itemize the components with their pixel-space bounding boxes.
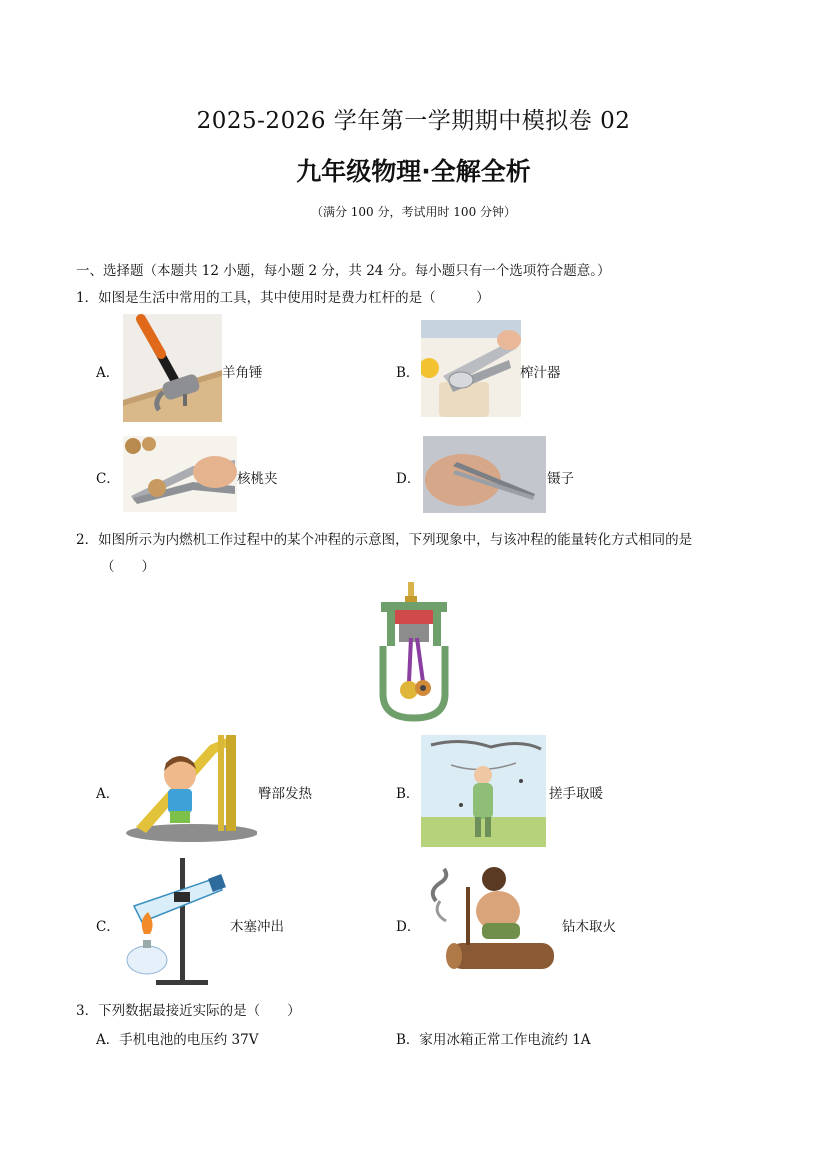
exam-note: （满分 100 分，考试用时 100 分钟）	[310, 205, 517, 219]
q1-option-d-label: 镊子	[547, 471, 574, 487]
q2-paren: （ ）	[101, 559, 155, 575]
rubbing-hands-image	[421, 735, 546, 847]
q1-option-c-label: 核桃夹	[237, 471, 278, 487]
q2-option-c-letter: C．	[96, 919, 120, 935]
q2-option-c-label: 木塞冲出	[230, 919, 284, 935]
q3-stem: 3．下列数据最接近实际的是（ ）	[76, 1003, 301, 1019]
exam-title: 2025-2026 学年第一学期期中模拟卷 02	[196, 108, 631, 134]
q3-option-a	[96, 1028, 258, 1048]
q2-stem: 2．如图所示为内燃机工作过程中的某个冲程的示意图，下列现象中，与该冲程的能量转化方式相同的是	[76, 532, 693, 548]
q2-option-a-label: 臀部发热	[258, 786, 312, 802]
q3-option-a-label: 手机电池的电压约 37V	[119, 1032, 259, 1048]
test-tube-image	[120, 856, 230, 986]
engine-stroke-diagram	[375, 582, 453, 722]
section-heading: 一、选择题（本题共 12 小题，每小题 2 分，共 24 分。每小题只有一个选项符合题意。）	[76, 263, 611, 279]
hammer-image	[123, 314, 222, 422]
juicer-image	[421, 320, 521, 417]
q1-option-d-letter: D．	[396, 471, 421, 487]
q1-option-a-letter: A．	[96, 365, 120, 381]
q2-option-d-letter: D．	[396, 919, 421, 935]
slide-image	[122, 735, 257, 843]
nutcracker-image	[123, 436, 237, 512]
q1-option-a-label: 羊角锤	[222, 365, 263, 381]
q2-option-b-letter: B．	[396, 786, 420, 802]
tweezers-image	[423, 436, 546, 513]
q3-option-b	[396, 1028, 591, 1048]
q2-option-b-label: 搓手取暖	[549, 786, 603, 802]
q2-option-d-label: 钻木取火	[562, 919, 616, 935]
q2-option-a-letter: A．	[96, 786, 120, 802]
q3-option-a-letter: A．	[96, 1032, 120, 1048]
q3-option-b-letter: B．	[396, 1032, 420, 1048]
q1-option-c-letter: C．	[96, 471, 120, 487]
q1-option-b-label: 榨汁器	[520, 365, 561, 381]
drilling-wood-image	[426, 861, 558, 979]
q1-stem: 1．如图是生活中常用的工具，其中使用时是费力杠杆的是（ ）	[76, 290, 490, 306]
q1-option-b-letter: B．	[396, 365, 420, 381]
q3-option-b-label: 家用冰箱正常工作电流约 1A	[419, 1032, 591, 1048]
exam-subtitle: 九年级物理·全解全析	[296, 157, 531, 186]
